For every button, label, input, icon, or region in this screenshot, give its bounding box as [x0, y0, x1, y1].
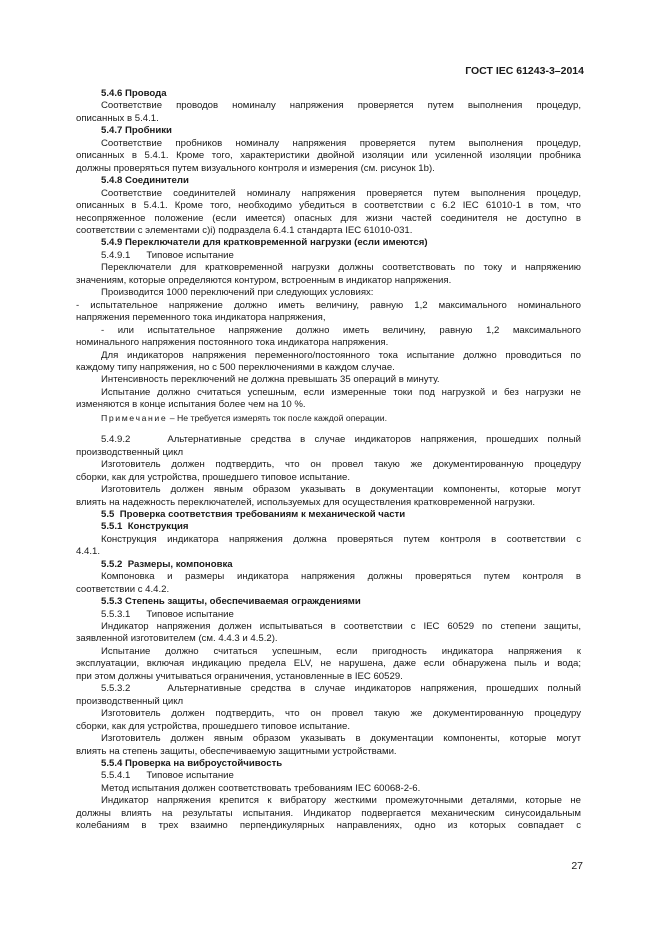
text-line: напряжения переменного тока индикатора напряжения,: [76, 312, 326, 324]
text-line: соответствии с 4.4.2.: [76, 583, 170, 595]
text-line: Конструкция индикатора напряжения должна проверяться путем контроля в соответствии с: [101, 533, 581, 545]
text-line: влиять на степень защиты, обеспечиваемую защитными устройствами.: [76, 745, 397, 757]
heading-5-4-8: 5.4.8 Соединители: [101, 175, 189, 187]
text-line: должны проверяться путем визуального контроля и измерения (см. рисунок 1b).: [76, 162, 435, 174]
text-line: сборки, как для устройства, прошедшего типовое испытание.: [76, 720, 351, 732]
subheading-5-5-4-1: 5.5.4.1 Типовое испытание: [101, 770, 234, 782]
text-line: несопряженное положение (если имеется) опасных для жизни частей соединителя не доступно в: [76, 212, 581, 224]
text-line: при этом должны учитываться ограничения, установленные в IEC 60529.: [76, 670, 403, 682]
text-line: Изготовитель должен явным образом указывать в документации компоненты, которые могут: [101, 733, 581, 745]
heading-5-5-3: 5.5.3 Степень защиты, обеспечиваемая ограждениями: [101, 596, 361, 608]
text-line: Переключатели для кратковременной нагрузки должны соответствовать по току и напряжению: [101, 262, 581, 274]
text-line: заявленной изготовителем (см. 4.4.3 и 4.5.2).: [76, 633, 278, 645]
text-line: Испытание должно считаться успешным, если пригодность индикатора напряжения к: [101, 645, 581, 657]
text-line: должны влиять на результаты испытания. Индикатор подвергается механическим синусоидальным: [76, 807, 581, 819]
text-line: влиять на надежность переключателей, используемых для осуществления кратковременной нагрузки.: [76, 496, 535, 508]
text-line: эксплуатации, включая индикацию предела ELV, не нарушена, даже если обнаружена пыль и вода;: [76, 658, 581, 670]
text-line: Соответствие соединителей номиналу напряжения проверяется путем выполнения процедур,: [101, 187, 581, 199]
page-content: [76, 88, 581, 833]
subheading-5-5-3-1: 5.5.3.1 Типовое испытание: [101, 608, 234, 620]
text-line: номинального напряжения постоянного тока индикатора напряжения.: [76, 337, 389, 349]
text-line: - или испытательное напряжение должно иметь величину, равную 1,2 максимального: [101, 324, 581, 336]
text-line: Соответствие пробников номиналу напряжения проверяется путем выполнения процедур,: [101, 137, 581, 149]
text-line: 4.4.1.: [76, 546, 101, 558]
text-line: Индикатор напряжения должен испытываться в соответствии с IEC 60529 по степени защиты,: [101, 621, 581, 633]
text-line: Изготовитель должен подтвердить, что он провел такую же документированную процедуру: [101, 708, 581, 720]
heading-5-5-2: 5.5.2 Размеры, компоновка: [101, 558, 233, 570]
heading-5-4-6: 5.4.6 Провода: [101, 88, 167, 99]
text-line: сборки, как для устройства, прошедшего типовое испытание.: [76, 471, 351, 483]
page-number: 27: [571, 860, 583, 872]
subheading-5-4-9-1: 5.4.9.1 Типовое испытание: [101, 249, 234, 261]
text-line: Изготовитель должен явным образом указывать в документации компоненты, которые могут: [101, 484, 581, 496]
spacer: [76, 424, 581, 434]
text-line: каждому типу напряжения, но с 500 переключениями в каждом случае.: [76, 361, 395, 373]
heading-5-5-4: 5.5.4 Проверка на виброустойчивость: [101, 758, 283, 770]
text-line: описанных в 5.4.1. Кроме того, характеристики двойной изоляции или усиленной изоляции пробника: [76, 150, 581, 162]
heading-5-5: 5.5 Проверка соответствия требованиям к механической части: [101, 508, 406, 520]
text-line: колебаниям в трех взаимно перпендикулярных направлениях, одно из которых совпадает с: [76, 820, 581, 832]
text-line: производственный цикл: [76, 695, 184, 707]
document-header: ГОСТ IEC 61243-3–2014: [465, 65, 584, 77]
text-line: изменяются в конце испытания более чем на 10 %.: [76, 399, 306, 411]
text-line: Интенсивность переключений не должна превышать 35 операций в минуту.: [101, 374, 440, 386]
text-line: - испытательное напряжение должно иметь величину, равную 1,2 максимального номинального: [76, 299, 581, 311]
heading-5-4-7: 5.4.7 Пробники: [101, 125, 172, 137]
text-line: Соответствие проводов номиналу напряжения проверяется путем выполнения процедур,: [101, 100, 581, 112]
text-line: производственный цикл: [76, 446, 184, 458]
subheading-5-5-3-2: 5.5.3.2 Альтернативные средства в случае индикаторов напряжения, прошедших полный: [101, 683, 581, 695]
text-line: Производится 1000 переключений при следующих условиях:: [101, 287, 374, 299]
text-line: Для индикаторов напряжения переменного/постоянного тока испытание должно проводиться по: [101, 349, 581, 361]
text-line: Изготовитель должен подтвердить, что он провел такую же документированную процедуру: [101, 459, 581, 471]
subheading-5-4-9-2: 5.4.9.2 Альтернативные средства в случае индикаторов напряжения, прошедших полный: [101, 434, 581, 446]
heading-5-4-9: 5.4.9 Переключатели для кратковременной нагрузки (если имеются): [101, 237, 428, 249]
text-line: описанных в 5.4.1. Кроме того, необходимо убедиться в соответствии с 6.2 IEC 61010-1 в том, что: [76, 200, 581, 212]
heading-5-5-1: 5.5.1 Конструкция: [101, 521, 189, 533]
text-line: Испытание должно считаться успешным, если измеренные токи под нагрузкой и без нагрузки не: [101, 386, 581, 398]
note-text: – Не требуется измерять ток после каждой операции.: [169, 412, 387, 423]
note-label: Примечание: [101, 412, 168, 423]
text-line: Метод испытания должен соответствовать требованиям IEC 60068-2-6.: [101, 782, 421, 794]
note: [76, 412, 581, 424]
text-line: значениям, которые определяются контуром, встроенным в индикатор напряжения.: [76, 274, 452, 286]
text-line: описанных в 5.4.1.: [76, 112, 159, 124]
text-line: Компоновка и размеры индикатора напряжения должны проверяться путем контроля в: [101, 571, 581, 583]
text-line: соответствии с элементами c)i) подраздела 6.4.1 стандарта IEC 61010-031.: [76, 224, 413, 236]
text-line: Индикатор напряжения крепится к вибратору жесткими промежуточными деталями, которые не: [101, 795, 581, 807]
